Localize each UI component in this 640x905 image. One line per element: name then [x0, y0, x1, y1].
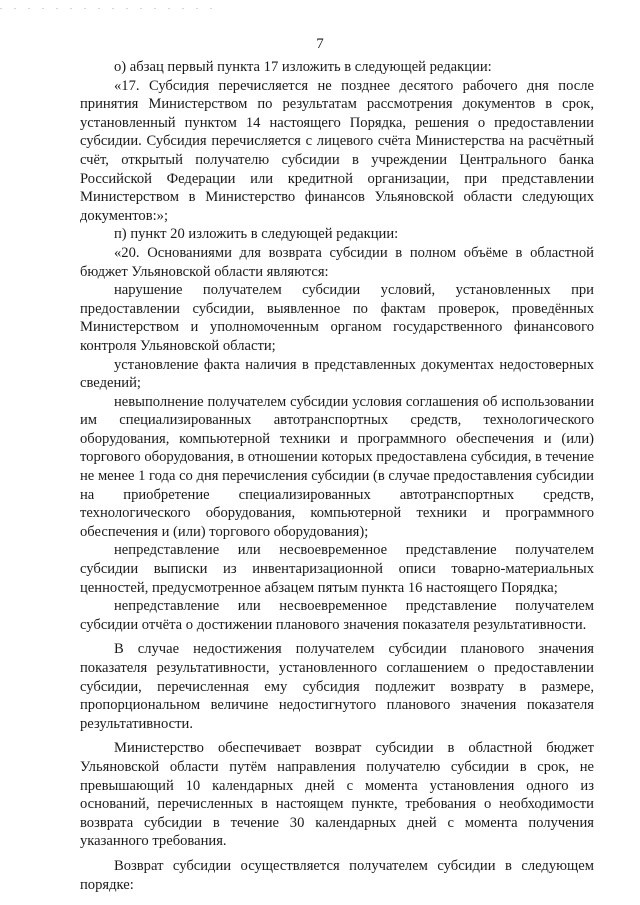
document-body [80, 58, 594, 894]
paragraph-ground-inventory: непредставление или несвоевременное представление получателем субсидии выписки из инвентаризационной описи товарно-материальных ценностей, предусмотренное абзацем пятым пункта 16 настоящего Порядка; [80, 542, 594, 596]
paragraph-ground-non-use: невыполнение получателем субсидии условия соглашения об использовании им специализированных автотранспортных средств, технологического оборудования, компьютерной техники и программного обеспечения и (или) торгового оборудования, в отношении которых предоставлена субсидия, в течение не менее 1 года со дня перечисления субсидии (в случае предоставления субсидии на приобретение специализированных автотранспортных средств, технологического оборудования, компьютерной техники и программного обеспечения и (или) торгового оборудования); [80, 393, 594, 540]
paragraph-clause-17: «17. Субсидия перечисляется не позднее десятого рабочего дня после принятия Министерством по результатам рассмотрения документов в срок, установленный пунктом 14 настоящего Порядка, решения о предоставлении субсидии. Субсидия перечисляется с лицевого счёта Министерства на расчётный счёт, открытый получателю субсидии в учреждении Центрального банка Российской Федерации или кредитной организации, при представлении Министерством в Министерство финансов Ульяновской области следующих документов:»; [80, 77, 594, 224]
scan-artifact [0, 8, 220, 9]
paragraph-ground-violation: нарушение получателем субсидии условий, установленных при предоставлении субсидии, выявленное по фактам проверок, проведённых Министерством и уполномоченным органом государственного финансового контроля Ульяновской области; [80, 282, 594, 354]
paragraph-ground-report: непредставление или несвоевременное представление получателем субсидии отчёта о достижении планового значения показателя результативности. [80, 598, 594, 633]
paragraph-ministry-return: Министерство обеспечивает возврат субсидии в областной бюджет Ульяновской области путём направления получателю субсидии в срок, не превышающий 10 календарных дней с момента установления одного из оснований, перечисленных в настоящем пункте, требования о необходимости возврата субсидии в течение 30 календарных дней с момента получения указанного требования. [80, 740, 594, 850]
paragraph-amendment-p: п) пункт 20 изложить в следующей редакции: [114, 226, 399, 243]
page-number: 7 [316, 36, 324, 52]
paragraph-clause-20: «20. Основаниями для возврата субсидии в полном объёме в областной бюджет Ульяновской области являются: [80, 244, 594, 280]
paragraph-amendment-o: о) абзац первый пункта 17 изложить в следующей редакции: [114, 59, 492, 75]
paragraph-proportional-return: В случае недостижения получателем субсидии планового значения показателя результативности, установленного соглашением о предоставлении субсидии, перечисленная ему субсидия подлежит возврату в размере, пропорциональном величине недостигнутого планового значения показателя результативности. [80, 641, 594, 732]
paragraph-return-order: Возврат субсидии осуществляется получателем субсидии в следующем порядке: [80, 857, 594, 893]
paragraph-ground-false-info: установление факта наличия в представленных документах недостоверных сведений; [80, 356, 594, 392]
